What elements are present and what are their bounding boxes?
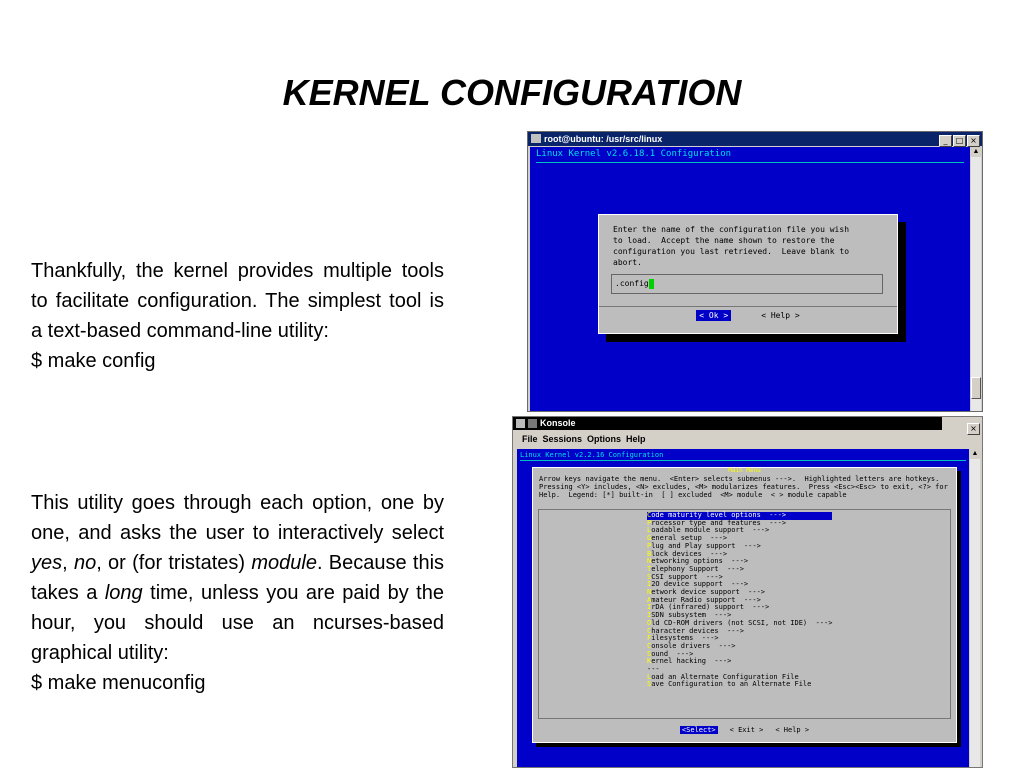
vertical-scrollbar[interactable] <box>971 147 981 411</box>
dialog-message: Enter the name of the configuration file you wish to load. Accept the name shown to restore the configuration you last retrieved. Leave blank to abort. <box>613 225 850 267</box>
long-term: long <box>104 582 143 604</box>
maximize-button[interactable]: □ <box>953 135 966 147</box>
menu-item-hotkey: I <box>647 580 652 589</box>
menu-item-hotkey: S <box>647 680 652 689</box>
menu-item-label: lug and Play support ---> <box>651 541 761 550</box>
menu-file[interactable]: File <box>522 434 538 444</box>
konsole-titlebar[interactable] <box>513 417 942 430</box>
menu-item-label: mateur Radio support ---> <box>651 595 761 604</box>
menu-options[interactable]: Options <box>587 434 622 444</box>
menu-item-label: SDN subsystem ---> <box>651 611 732 620</box>
menu-item-label: --- <box>647 665 660 674</box>
menu-item-label: lock devices ---> <box>651 549 728 558</box>
scroll-up-icon[interactable]: ▲ <box>971 450 979 457</box>
menu-help[interactable]: Help <box>626 434 646 444</box>
menu-item-label: ode maturity level options ---> <box>651 511 787 519</box>
intro-text: Thankfully, the kernel provides multiple tools to facilitate configuration. The simplest tool is a text-based command-line utility: <box>31 260 444 342</box>
config-heading: Linux Kernel v2.6.18.1 Configuration <box>536 149 732 159</box>
menu-listbox <box>538 509 951 719</box>
ok-button[interactable]: < Ok > <box>696 310 731 321</box>
menu-item-hotkey: P <box>647 541 652 550</box>
scroll-thumb[interactable] <box>971 377 981 399</box>
menu-sessions[interactable]: Sessions <box>542 434 583 444</box>
konsole-close-button[interactable]: × <box>967 423 980 435</box>
menu-item-hotkey: P <box>647 518 652 527</box>
window-menu-icon[interactable] <box>516 419 525 428</box>
main-menu-panel <box>532 467 957 743</box>
dialog-divider <box>599 306 897 307</box>
yes-term: yes <box>31 552 63 574</box>
make-menuconfig-command: $ make menuconfig <box>31 672 206 694</box>
window-title: root@ubuntu: /usr/src/linux <box>544 134 663 144</box>
module-term: module <box>251 552 317 574</box>
select-button[interactable]: <Select> <box>681 726 716 734</box>
menu-list <box>647 512 832 689</box>
menu-item-hotkey: N <box>647 588 652 597</box>
menuconfig-paragraph <box>31 488 444 698</box>
menu-item-label: onsole drivers ---> <box>651 641 736 650</box>
menu-help-text: Arrow keys navigate the menu. <Enter> selects submenus --->. Highlighted letters are hotkeys. Pressing <Y> includes, <N> excludes, <M> modularizes features. Press <Esc><Esc> to exit, <?> for Help. Legend: [*] built-in [ ] excluded <M> module < > module capable <box>539 475 948 499</box>
config-filename-input[interactable]: .config <box>611 274 883 294</box>
menu-item-label: CSI support ---> <box>651 572 723 581</box>
menu-item-label: eneral setup ---> <box>651 534 728 543</box>
menu-item[interactable] <box>647 681 832 689</box>
konsole-scrollbar[interactable] <box>970 449 980 767</box>
close-button[interactable]: × <box>967 135 980 147</box>
menu-item-label: etworking options ---> <box>651 557 749 566</box>
page-title: KERNEL CONFIGURATION <box>282 72 742 113</box>
menu-item-label: haracter devices ---> <box>651 626 744 635</box>
kernel-config-heading: Linux Kernel v2.2.16 Configuration <box>520 451 664 459</box>
menu-item-label: rocessor type and features ---> <box>651 518 787 527</box>
main-menu-title: Main Menu <box>728 467 761 474</box>
menu-item-hotkey: N <box>647 557 652 566</box>
menuconfig-text: This utility goes through each option, one by one, and asks the user to interactively select yes, no, or (for tristates) module. Because this takes a long time, unless you are paid by the hour, you should use an ncurses-based graphical utility: <box>31 492 445 664</box>
menu-item-hotkey: S <box>647 572 652 581</box>
heading-divider <box>520 460 966 461</box>
menu-item-label: elephony Support ---> <box>651 564 744 573</box>
exit-button[interactable]: < Exit > <box>729 726 764 734</box>
terminal-window-config <box>527 131 983 412</box>
load-config-dialog <box>598 214 898 334</box>
menu-item-hotkey: S <box>647 649 652 658</box>
menu-item-hotkey: L <box>647 672 652 681</box>
menu-item-hotkey: T <box>647 564 652 573</box>
menu-item-label: ound ---> <box>651 649 694 658</box>
terminal-screen[interactable] <box>530 147 970 411</box>
menu-item-hotkey: C <box>647 511 652 519</box>
menu-item-label: ilesystems ---> <box>651 634 719 643</box>
sticky-icon[interactable] <box>528 419 537 428</box>
menu-item-label: ernel hacking ---> <box>651 657 732 666</box>
menu-item-hotkey: O <box>647 618 652 627</box>
heading-divider <box>536 162 964 163</box>
text-cursor <box>649 279 654 289</box>
no-term: no <box>73 552 97 574</box>
menu-item-label: oadable module support ---> <box>651 526 770 535</box>
terminal-icon <box>531 134 541 143</box>
menu-item-label: etwork device support ---> <box>651 588 766 597</box>
menu-item-label: ld CD-ROM drivers (not SCSI, not IDE) ---> <box>651 618 833 627</box>
menu-item-hotkey: G <box>647 534 652 543</box>
menu-item-hotkey: B <box>647 549 652 558</box>
konsole-window <box>512 416 983 768</box>
menu-item-hotkey: K <box>647 657 652 666</box>
menu-item-hotkey: L <box>647 526 652 535</box>
minimize-button[interactable]: _ <box>939 135 952 147</box>
menu-item-label: 2O device support ---> <box>651 580 749 589</box>
help-button[interactable]: < Help > <box>761 311 800 320</box>
menu-item-hotkey: C <box>647 626 652 635</box>
menu-item-label: oad an Alternate Configuration File <box>651 672 799 681</box>
scroll-up-icon[interactable]: ▲ <box>972 148 980 155</box>
menu-item-hotkey: F <box>647 634 652 643</box>
menu-item[interactable] <box>647 658 832 666</box>
konsole-menubar <box>513 431 982 447</box>
konsole-terminal-screen[interactable] <box>517 449 969 767</box>
konsole-title: Konsole <box>540 418 576 428</box>
menu-item-hotkey: I <box>647 603 652 612</box>
menu-item-label: ave Configuration to an Alternate File <box>651 680 812 689</box>
window-titlebar[interactable] <box>528 132 982 146</box>
menu-item-hotkey: A <box>647 595 652 604</box>
intro-paragraph <box>31 256 444 376</box>
make-config-command: $ make config <box>31 350 156 372</box>
menu-item-hotkey: I <box>647 611 652 620</box>
menu-item-label: rDA (infrared) support ---> <box>651 603 770 612</box>
menu-item-hotkey: C <box>647 641 652 650</box>
help-button-bottom[interactable]: < Help > <box>775 726 810 734</box>
